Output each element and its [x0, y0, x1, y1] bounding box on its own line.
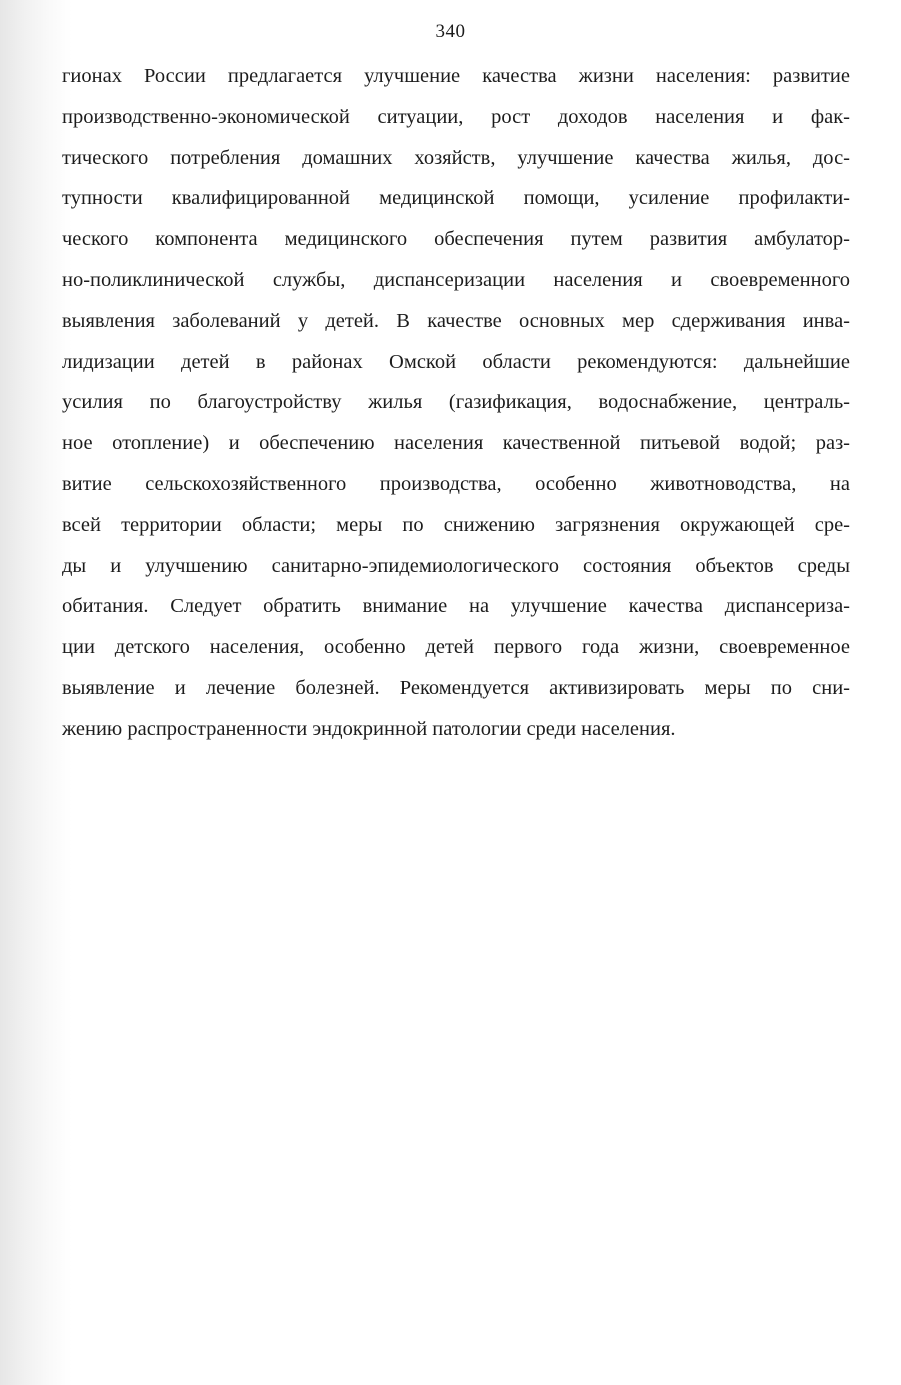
text-line: выявления заболеваний у детей. В качестве основных мер сдерживания инва-	[62, 309, 850, 332]
text-line: всей территории области; меры по снижению загрязнения окружающей сре-	[62, 513, 850, 536]
text-line: ды и улучшению санитарно-эпидемиологического состояния объектов среды	[62, 554, 850, 577]
text-line: гионах России предлагается улучшение качества жизни населения: развитие	[62, 65, 850, 87]
text-line: производственно-экономической ситуации, рост доходов населения и фак-	[62, 105, 850, 128]
text-line: выявление и лечение болезней. Рекомендуется активизировать меры по сни-	[62, 676, 850, 699]
page-number: 340	[435, 21, 466, 42]
text-line: тического потребления домашних хозяйств, улучшение качества жилья, дос-	[62, 146, 850, 169]
text-line: ческого компонента медицинского обеспечения путем развития амбулатор-	[62, 228, 850, 251]
text-line: лидизации детей в районах Омской области рекомендуются: дальнейшие	[62, 350, 850, 373]
text-line: обитания. Следует обратить внимание на улучшение качества диспансериза-	[62, 595, 850, 618]
body-text	[62, 56, 850, 750]
text-line: усилия по благоустройству жилья (газификация, водоснабжение, централь-	[62, 391, 850, 414]
text-line: тупности квалифицированной медицинской помощи, усиление профилакти-	[62, 187, 850, 210]
text-line: витие сельскохозяйственного производства, особенно животноводства, на	[62, 472, 850, 495]
text-line: но-поликлинической службы, диспансеризации населения и своевременного	[62, 268, 850, 291]
text-line: ное отопление) и обеспечению населения качественной питьевой водой; раз-	[62, 432, 850, 455]
text-line: ции детского населения, особенно детей первого года жизни, своевременное	[62, 636, 850, 659]
text-line-last: жению распространенности эндокринной патологии среди населения.	[62, 717, 676, 740]
